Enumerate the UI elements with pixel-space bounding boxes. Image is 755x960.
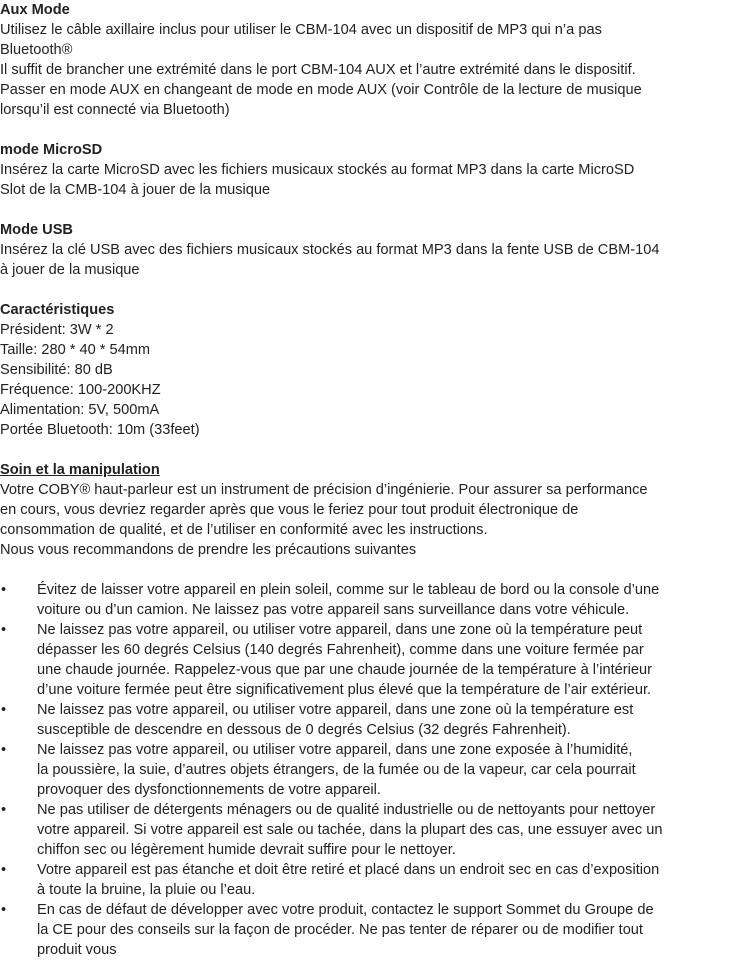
precaution-line: d’une voiture fermée peut être significativement plus élevé que la température de l’air extérieur.	[37, 682, 652, 698]
spacer	[0, 200, 755, 220]
care-intro-line: en cours, vous devriez regarder après que vous le feriez pour tout produit électronique de	[0, 502, 579, 518]
care-intro-line: Votre COBY® haut-parleur est un instrument de précision d’ingénierie. Pour assurer sa performance	[0, 482, 648, 498]
care-intro-line: consommation de qualité, et de l’utiliser en conformité avec les instructions.	[0, 522, 488, 538]
precaution-line: Votre appareil est pas étanche et doit être retiré et placé dans un endroit sec en cas d’exposition	[37, 862, 660, 878]
precaution-line: En cas de défaut de développer avec votre produit, contactez le support Sommet du Groupe de	[37, 902, 654, 918]
precaution-line: provoquer des dysfonctionnements de votre appareil.	[37, 782, 381, 798]
bullet-icon: •	[1, 622, 7, 638]
precaution-line: la poussière, la suie, d’autres objets étrangers, de la fumée ou de la vapeur, car cela pourrait	[37, 762, 636, 778]
aux-mode-line: Passer en mode AUX en changeant de mode en mode AUX (voir Contrôle de la lecture de musique	[0, 82, 642, 98]
bullet-icon: •	[1, 862, 7, 878]
precaution-line: voiture ou d’un camion. Ne laissez pas votre appareil sans surveillance dans votre véhicule.	[37, 602, 630, 618]
spacer	[0, 440, 755, 460]
precaution-item	[0, 700, 755, 740]
usb-mode-heading: Mode USB	[0, 222, 73, 238]
precaution-item	[0, 580, 755, 620]
spec-line: Sensibilité: 80 dB	[0, 362, 113, 378]
precaution-line: Ne pas utiliser de détergents ménagers ou de qualité industrielle ou de nettoyants pour nettoyer	[37, 802, 656, 818]
microsd-mode-line: Insérez la carte MicroSD avec les fichiers musicaux stockés au format MP3 dans la carte MicroSD	[0, 162, 635, 178]
specifications-section	[0, 300, 755, 440]
precaution-line: une chaude journée. Rappelez-vous que par une chaude journée de la température à l’intérieur	[37, 662, 652, 678]
spacer	[0, 280, 755, 300]
care-section	[0, 460, 755, 960]
precaution-line: Évitez de laisser votre appareil en plein soleil, comme sur le tableau de bord ou la console d’une	[37, 582, 660, 598]
precaution-line: Ne laissez pas votre appareil, ou utiliser votre appareil, dans une zone où la température peut	[37, 622, 643, 638]
precaution-item	[0, 620, 755, 700]
microsd-mode-section	[0, 140, 755, 200]
bullet-icon: •	[1, 582, 7, 598]
precaution-line: à toute la bruine, la pluie ou l’eau.	[37, 882, 256, 898]
precaution-item	[0, 900, 755, 960]
precaution-line: la CE pour des conseils sur la façon de procéder. Ne pas tenter de réparer ou de modifier tout	[37, 922, 643, 938]
aux-mode-line: Utilisez le câble axillaire inclus pour utiliser le CBM-104 avec un dispositif de MP3 qui n’a pas	[0, 22, 602, 38]
specifications-heading: Caractéristiques	[0, 302, 115, 318]
aux-mode-line: Il suffit de brancher une extrémité dans le port CBM-104 AUX et l’autre extrémité dans le dispositif.	[0, 62, 636, 78]
spec-line: Président: 3W * 2	[0, 322, 114, 338]
spec-line: Alimentation: 5V, 500mA	[0, 402, 160, 418]
usb-mode-line: Insérez la clé USB avec des fichiers musicaux stockés au format MP3 dans la fente USB de CBM-104	[0, 242, 660, 258]
care-intro-line: Nous vous recommandons de prendre les précautions suivantes	[0, 542, 417, 558]
precaution-line: chiffon sec ou légèrement humide devrait suffire pour le nettoyer.	[37, 842, 456, 858]
spec-line: Taille: 280 * 40 * 54mm	[0, 342, 151, 358]
precaution-line: Ne laissez pas votre appareil, ou utiliser votre appareil, dans une zone exposée à l’humidité,	[37, 742, 633, 758]
precaution-line: votre appareil. Si votre appareil est sale ou tachée, dans la plupart des cas, une essuyer avec un	[37, 822, 663, 838]
precautions-list	[0, 580, 755, 960]
spec-line: Portée Bluetooth: 10m (33feet)	[0, 422, 200, 438]
usb-mode-section	[0, 220, 755, 280]
spec-line: Fréquence: 100-200KHZ	[0, 382, 161, 398]
aux-mode-line: Bluetooth®	[0, 42, 73, 58]
spacer	[0, 120, 755, 140]
care-heading: Soin et la manipulation	[0, 462, 160, 478]
precaution-line: dépasser les 60 degrés Celsius (140 degrés Fahrenheit), comme dans une voiture fermée par	[37, 642, 644, 658]
bullet-icon: •	[1, 802, 7, 818]
precaution-item	[0, 800, 755, 860]
spacer	[0, 560, 755, 580]
precaution-item	[0, 740, 755, 800]
usb-mode-line: à jouer de la musique	[0, 262, 140, 278]
precaution-line: susceptible de descendre en dessous de 0 degrés Celsius (32 degrés Fahrenheit).	[37, 722, 571, 738]
precaution-line: Ne laissez pas votre appareil, ou utiliser votre appareil, dans une zone où la température est	[37, 702, 634, 718]
bullet-icon: •	[1, 902, 7, 918]
bullet-icon: •	[1, 702, 7, 718]
aux-mode-heading: Aux Mode	[0, 2, 70, 18]
precaution-line: produit vous	[37, 942, 117, 958]
aux-mode-line: lorsqu’il est connecté via Bluetooth)	[0, 102, 230, 118]
aux-mode-section	[0, 0, 755, 120]
precaution-item	[0, 860, 755, 900]
microsd-mode-heading: mode MicroSD	[0, 142, 103, 158]
bullet-icon: •	[1, 742, 7, 758]
microsd-mode-line: Slot de la CMB-104 à jouer de la musique	[0, 182, 271, 198]
